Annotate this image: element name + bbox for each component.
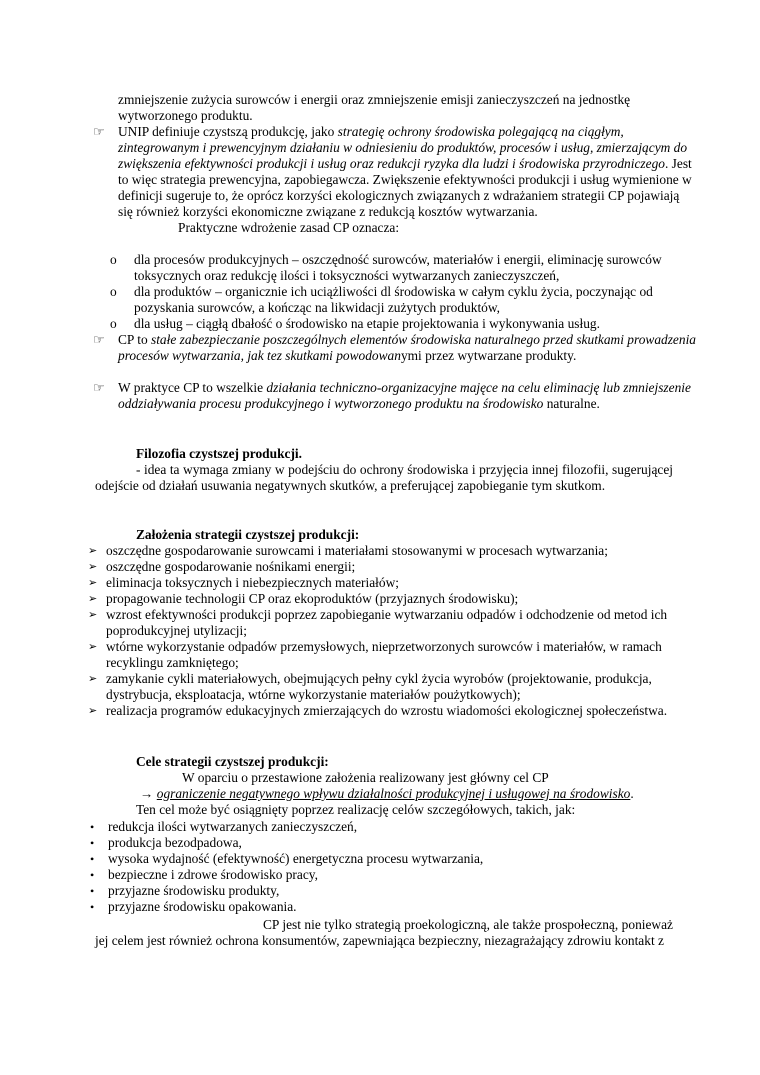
bullet-icon: • <box>90 900 95 914</box>
arrow-bullet-icon: ➢ <box>88 609 98 621</box>
list-item: ➢ eliminacja toksycznych i niebezpiecznych materiałów; <box>88 575 399 590</box>
pointing-hand-icon: ☞ <box>93 380 105 395</box>
cp-practice-bullet: ☞ W praktyce CP to wszelkie działania techniczno-organizacyjne majęce na celu eliminację lub zmniejszenie oddziaływania procesu produkcyjnego i wytworzonego produktu na środowisko naturalne. <box>93 380 691 411</box>
practical-item: o dla procesów produkcyjnych – oszczędność surowców, materiałów i energii, eliminację surowców toksycznych oraz redukcję ilości i toksyczności wytwarzanych zanieczyszczeń, <box>110 252 662 283</box>
philosophy-heading: Filozofia czystszej produkcji. <box>136 446 302 461</box>
unip-post: . Jest to więc strategia prewencyjna, zapobiegawcza. Zwiększenie efektywności produkcji i usług wymienione w definicji sugeruje to, że oprócz korzyści ekologicznych związanych z wdrażaniem strategii CP pojawiają się również korzyści ekonomiczne związane z redukcją kosztów wytwarzania. <box>118 156 692 219</box>
goals-intro: W oparciu o przestawione założenia realizowany jest główny cel CP <box>182 770 549 785</box>
pointing-hand-icon: ☞ <box>93 124 105 139</box>
right-arrow-icon: → <box>140 786 154 801</box>
bullet-icon: • <box>90 868 95 882</box>
list-item: ➢ zamykanie cykli materiałowych, obejmujących pełny cykl życia wyrobów (projektowanie, produkcja, dystrybucja, eksploatacja, wtórne wykorzystanie materiałów poużytkowych); <box>88 671 652 702</box>
assumptions-section <box>95 527 673 543</box>
list-item: • produkcja bezodpadowa, <box>90 835 242 850</box>
circle-bullet-icon: o <box>110 252 117 267</box>
practical-item: o dla usług – ciągłą dbałość o środowisko na etapie projektowania i wykonywania usług. <box>110 316 600 331</box>
bullet-icon: • <box>90 836 95 850</box>
intro-paragraph <box>95 92 696 124</box>
unip-pre: UNIP definiuje czystszą produkcję, jako <box>118 124 338 139</box>
arrow-bullet-icon: ➢ <box>88 641 98 653</box>
arrow-bullet-icon: ➢ <box>88 561 98 573</box>
list-item: • bezpieczne i zdrowe środowisko pracy, <box>90 867 318 882</box>
circle-bullet-icon: o <box>110 284 117 299</box>
philosophy-text: - idea ta wymaga zmiany w podejściu do ochrony środowiska i przyjęcia innej filozofii, sugerującej odejście od działań usuwania negatywnych skutków, a preferującej zapobieganie tym skutkom. <box>95 462 673 493</box>
arrow-bullet-icon: ➢ <box>88 545 98 557</box>
list-item: • przyjazne środowisku opakowania. <box>90 899 297 914</box>
list-item: • wysoka wydajność (efektywność) energetyczna procesu wytwarzania, <box>90 851 484 866</box>
goals-section <box>95 754 673 818</box>
list-item: ➢ realizacja programów edukacyjnych zmierzających do wzrostu wiadomości ekologicznej społeczeństwa. <box>88 703 668 718</box>
bullet-icon: • <box>90 852 95 866</box>
goals-heading: Cele strategii czystszej produkcji: <box>136 754 329 769</box>
practical-intro: Praktyczne wdrożenie zasad CP oznacza: <box>178 220 400 235</box>
cp-practice-text: działania techniczno-organizacyjne majęce na celu eliminację lub zmniejszenie oddziaływania procesu produkcyjnego i wytworzonego produktu na środowisko <box>118 380 691 411</box>
list-item: ➢ wzrost efektywności produkcji poprzez zapobieganie wytwarzaniu odpadów i odchodzenie od metod ich poprodukcyjnej utylizacji; <box>88 607 668 638</box>
list-item: ➢ wtórne wykorzystanie odpadów przemysłowych, nieprzetworzonych surowców i materiałów, w ramach recyklingu zamkniętego; <box>88 639 662 670</box>
practical-item: o dla produktów – organicznie ich uciążliwości dl środowiska w całym cyklu życia, poczynając od pozyskania surowców, a kończąc na likwidacji zużytych produktów, <box>110 284 653 315</box>
arrow-bullet-icon: ➢ <box>88 673 98 685</box>
cp-definition-text: stałe zabezpieczanie poszczególnych elementów środowiska naturalnego przed skutkami prowadzenia procesów wytwarzania, jak tez skutkami powodowan <box>118 332 696 363</box>
pointing-hand-icon: ☞ <box>93 332 105 347</box>
list-item: ➢ oszczędne gospodarowanie nośnikami energii; <box>88 559 356 574</box>
unip-definition: strategię ochrony środowiska polegającą na ciągłym, zintegrowanym i prewencyjnym działaniu w odniesieniu do produktów, procesów i usług, zmierzającym do zwiększenia efektywności produkcji i usług oraz redukcji ryzyka dla ludzi i środowiska przyrodniczego <box>118 124 688 171</box>
arrow-bullet-icon: ➢ <box>88 593 98 605</box>
unip-bullet <box>95 124 696 236</box>
intro-text: zmniejszenie zużycia surowców i energii oraz zmniejszenie emisji zanieczyszczeń na jednostkę wytworzonego produktu. <box>118 92 631 123</box>
main-goal: ograniczenie negatywnego wpływu działalności produkcyjnej i usługowej na środowisko <box>156 786 631 801</box>
goals-list <box>90 819 673 915</box>
assumptions-heading: Założenia strategii czystszej produkcji: <box>136 527 360 542</box>
bullet-icon: • <box>90 884 95 898</box>
list-item: ➢ propagowanie technologii CP oraz ekoproduktów (przyjaznych środowisku); <box>88 591 519 606</box>
arrow-bullet-icon: ➢ <box>88 705 98 717</box>
philosophy-section <box>95 446 673 494</box>
list-item: ➢ oszczędne gospodarowanie surowcami i materiałami stosowanymi w procesach wytwarzania; <box>88 543 608 558</box>
goals-detail-intro: Ten cel może być osiągnięty poprzez realizację celów szczegółowych, takich, jak: <box>136 802 576 817</box>
cp-definition-bullet: ☞ CP to stałe zabezpieczanie poszczególnych elementów środowiska naturalnego przed skutkami prowadzenia procesów wytwarzania, jak tez skutkami powodowanymi przez wytwarzane produkty. <box>93 332 696 363</box>
assumptions-list <box>88 543 673 719</box>
main-goal-line: → ograniczenie negatywnego wpływu działalności produkcyjnej i usługowej na środowisko. <box>140 786 634 801</box>
bullet-icon: • <box>90 820 95 834</box>
circle-bullet-icon: o <box>110 316 117 331</box>
practical-list <box>110 252 672 332</box>
arrow-bullet-icon: ➢ <box>88 577 98 589</box>
list-item: • przyjazne środowisku produkty, <box>90 883 280 898</box>
list-item: • redukcja ilości wytwarzanych zanieczyszczeń, <box>90 819 358 834</box>
closing-paragraph: CP jest nie tylko strategią proekologiczną, ale także prospołeczną, ponieważ jej celem jest również ochrona konsumentów, zapewniająca bezpieczny, niezagrażający zdrowiu kontakt z <box>95 917 673 948</box>
